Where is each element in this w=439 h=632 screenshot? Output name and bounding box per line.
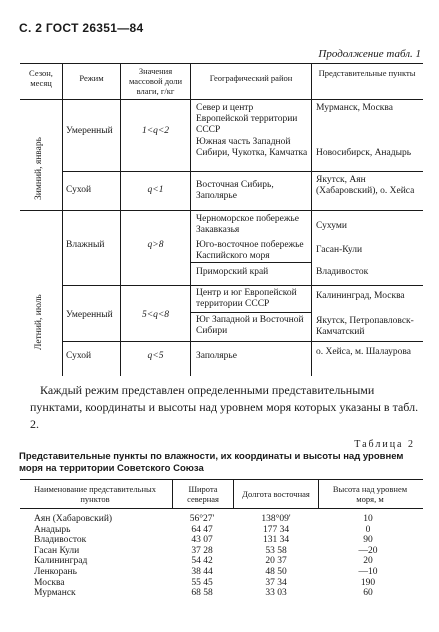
latitude-cell: 37 28: [191, 545, 213, 556]
point-name-cell: Анадырь: [34, 524, 71, 535]
row4-area-2: Юг Западной и Восточной Сибири: [196, 315, 304, 336]
row4-point-1: Калининград, Москва: [316, 291, 405, 301]
latitude-cell: 55 45: [191, 577, 213, 588]
point-name-cell: Владивосток: [34, 535, 87, 546]
col-header-area: Географический район: [209, 73, 293, 83]
row3-area-1: Черноморское побережье Закавказья: [196, 214, 299, 235]
longitude-cell: 53 58: [265, 545, 287, 556]
t2-header-lat: Широта северная: [187, 484, 219, 504]
altitude-cell: 20: [363, 556, 373, 567]
row2-value: q<1: [147, 185, 164, 195]
row1-area-2: Южная часть Западной Сибири, Чукотка, Камчатка: [196, 137, 308, 158]
altitude-cell: 0: [365, 524, 371, 535]
altitude-cell: —20: [358, 545, 378, 556]
latitude-cell: 54 42: [191, 556, 213, 567]
season-summer: Летний, июль: [34, 294, 44, 350]
row3-point-3: Владивосток: [316, 267, 369, 277]
longitude-cell: 177 34: [262, 524, 290, 535]
altitude-cell: —10: [358, 567, 378, 577]
point-name-cell: Мурманск: [34, 588, 76, 599]
col-header-value: Значения массовой доли влаги, г/кг: [128, 66, 183, 96]
row3-regime: Влажный: [66, 240, 105, 250]
altitude-cell: 60: [363, 588, 373, 599]
row4-value: 5<q<8: [141, 310, 170, 320]
row1-regime: Умеренный: [66, 126, 113, 136]
row3-value: q>8: [147, 240, 164, 250]
point-name-cell: Ленкорань: [34, 567, 77, 577]
row2-point-1: Якутск, Аян (Хабаровский), о. Хейса: [316, 175, 415, 196]
row4-area-1: Центр и юг Европейской территории СССР: [196, 288, 297, 309]
row1-point-2: Новосибирск, Анадырь: [316, 148, 412, 158]
row1-point-1: Мурманск, Москва: [316, 103, 394, 113]
longitude-cell: 33 03: [265, 588, 287, 599]
longitude-cell: 37 34: [265, 577, 287, 588]
row2-regime: Сухой: [66, 185, 92, 195]
col-header-points: Представительные пункты: [318, 68, 416, 78]
longitude-cell: 20 37: [265, 556, 287, 567]
season-winter: Зимний, январь: [34, 137, 44, 200]
row4-regime: Умеренный: [66, 310, 113, 320]
latitude-cell: 56°27': [189, 514, 215, 524]
continuation-label: Продолжение табл. 1: [318, 48, 421, 60]
table-2-caption: Представительные пункты по влажности, их координаты и высоты над уровнем моря на территории Советского Союза: [19, 451, 404, 474]
row1-value: 1<q<2: [141, 126, 170, 136]
col-header-season: Сезон, месяц: [29, 68, 53, 88]
altitude-cell: 10: [363, 514, 373, 524]
row5-value: q<5: [147, 351, 164, 361]
point-name-cell: Аян (Хабаровский): [34, 514, 113, 524]
latitude-cell: 43 07: [191, 535, 213, 546]
table-2-label: Таблица 2: [354, 439, 415, 450]
row3-point-1: Сухуми: [316, 221, 347, 231]
longitude-cell: 138°09': [261, 514, 291, 524]
point-name-cell: Москва: [34, 577, 65, 588]
t2-header-lon: Долгота восточная: [242, 489, 310, 499]
t2-header-alt: Высота над уровнем моря, м: [332, 484, 408, 504]
row5-area-1: Заполярье: [196, 351, 237, 361]
col-header-regime: Режим: [79, 73, 104, 83]
page-header: С. 2 ГОСТ 26351—84: [19, 21, 144, 35]
row1-area-1: Север и центр Европейской территории СССР: [196, 103, 298, 135]
t2-header-name: Наименование представительных пунктов: [34, 484, 156, 504]
row3-point-2: Гасан-Кули: [316, 245, 363, 255]
longitude-cell: 48 50: [265, 567, 287, 577]
row2-area-1: Восточная Сибирь, Заполярье: [196, 180, 274, 201]
latitude-cell: 68 58: [191, 588, 213, 599]
altitude-cell: 190: [360, 577, 376, 588]
latitude-cell: 64 47: [191, 524, 213, 535]
row3-area-2: Юго-восточное побережье Каспийского моря: [196, 240, 304, 261]
row3-area-3: Приморский край: [196, 267, 269, 277]
point-name-cell: Калининград: [34, 556, 88, 567]
row5-regime: Сухой: [66, 351, 92, 361]
row4-point-2: Якутск, Петропавловск-Камчатский: [316, 316, 414, 337]
row5-point-1: о. Хейса, м. Шалаурова: [316, 347, 411, 357]
longitude-cell: 131 34: [262, 535, 290, 546]
latitude-cell: 38 44: [191, 567, 213, 577]
altitude-cell: 90: [363, 535, 373, 546]
point-name-cell: Гасан Кули: [34, 545, 80, 556]
body-paragraph: Каждый режим представлен определенными представительными пунктами, координаты и высоты над уровнем моря которых указаны в табл. 2.: [30, 383, 419, 431]
